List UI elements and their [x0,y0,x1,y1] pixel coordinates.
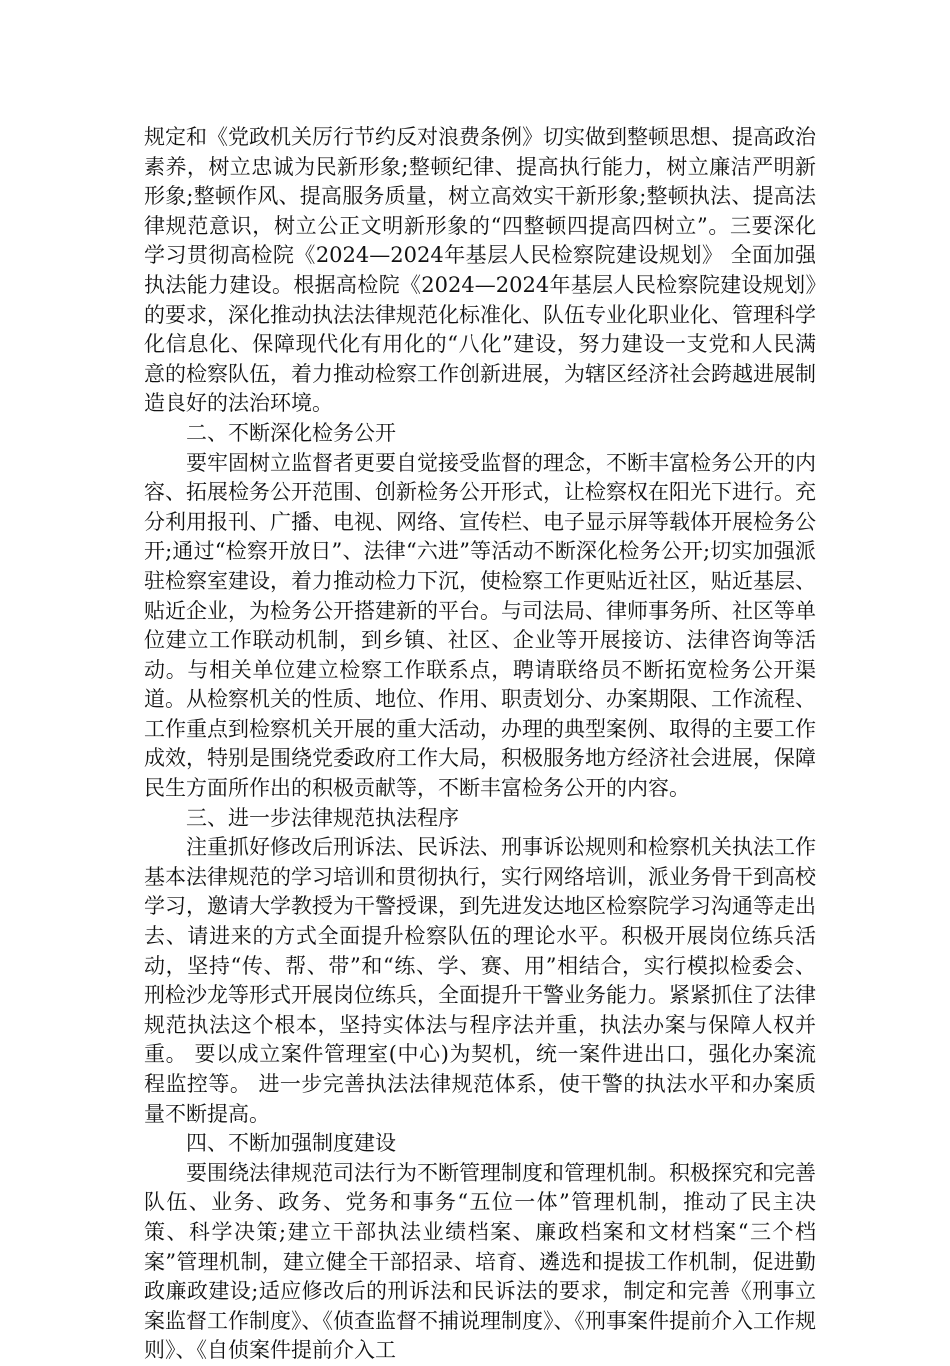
paragraph-section-2: 要牢固树立监督者更要自觉接受监督的理念，不断丰富检务公开的内容、拓展检务公开范围、创新检务公开形式，让检察权在阳光下进行。充分利用报刊、广播、电视、网络、宣传栏、电子显示屏等载体开展检务公开;通过“检察开放日”、法律“六进”等活动不断深化检务公开;切实加强派驻检察室建设，着力推动检力下沉，使检察工作更贴近社区，贴近基层、贴近企业，为检务公开搭建新的平台。与司法局、律师事务所、社区等单位建立工作联动机制，到乡镇、社区、企业等开展接访、法律咨询等活动。与相关单位建立检察工作联系点，聘请联络员不断拓宽检务公开渠道。从检察机关的性质、地位、作用、职责划分、办案期限、工作流程、工作重点到检察机关开展的重大活动，办理的典型案例、取得的主要工作成效，特别是围绕党委政府工作大局，积极服务地方经济社会进展，保障民生方面所作出的积极贡献等，不断丰富检务公开的内容。 [144,450,816,801]
document-page [144,123,816,1366]
paragraph-section-3: 注重抓好修改后刑诉法、民诉法、刑事诉讼规则和检察机关执法工作基本法律规范的学习培训和贯彻执行，实行网络培训，派业务骨干到高校学习，邀请大学教授为干警授课，到先进发达地区检察院学习沟通等走出去、请进来的方式全面提升检察队伍的理论水平。积极开展岗位练兵活动，坚持“传、帮、带”和“练、学、赛、用”相结合，实行模拟检委会、刑检沙龙等形式开展岗位练兵，全面提升干警业务能力。紧紧抓住了法律规范执法这个根本，坚持实体法与程序法并重，执法办案与保障人权并重。 要以成立案件管理室(中心)为契机，统一案件进出口，强化办案流程监控等。 进一步完善执法法律规范体系，使干警的执法水平和办案质量不断提高。 [144,835,816,1126]
section-heading-4: 四、不断加强制度建设 [186,1131,396,1156]
section-heading-3: 三、进一步法律规范执法程序 [186,805,459,830]
paragraph-section-4: 要围绕法律规范司法行为不断管理制度和管理机制。积极探究和完善队伍、业务、政务、党务和事务“五位一体”管理机制，推动了民主决策、科学决策;建立干部执法业绩档案、廉政档案和文材档案“三个档案”管理机制，建立健全干部招录、培育、遴选和提拔工作机制，促进勤政廉政建设;适应修改后的刑诉法和民诉法的要求，制定和完善《刑事立案监督工作制度》、《侦查监督不捕说理制度》、《刑事案件提前介入工作规则》、《自侦案件提前介入工 [144,1160,816,1363]
paragraph-continuation: 规定和《党政机关厉行节约反对浪费条例》切实做到整顿思想、提高政治素养，树立忠诚为民新形象;整顿纪律、提高执行能力，树立廉洁严明新形象;整顿作风、提高服务质量，树立高效实干新形象;整顿执法、提高法律规范意识，树立公正文明新形象的“四整顿四提高四树立”。三要深化学习贯彻高检院《2024—2024年基层人民检察院建设规划》 全面加强执法能力建设。根据高检院《2024—2024年基层人民检察院建设规划》的要求，深化推动执法法律规范化标准化、队伍专业化职业化、管理科学化信息化、保障现代化有用化的“八化”建设，努力建设一支党和人民满意的检察队伍，着力推动检察工作创新进展，为辖区经济社会跨越进展制造良好的法治环境。 [144,125,816,416]
section-heading-2: 二、不断深化检务公开 [186,420,396,445]
